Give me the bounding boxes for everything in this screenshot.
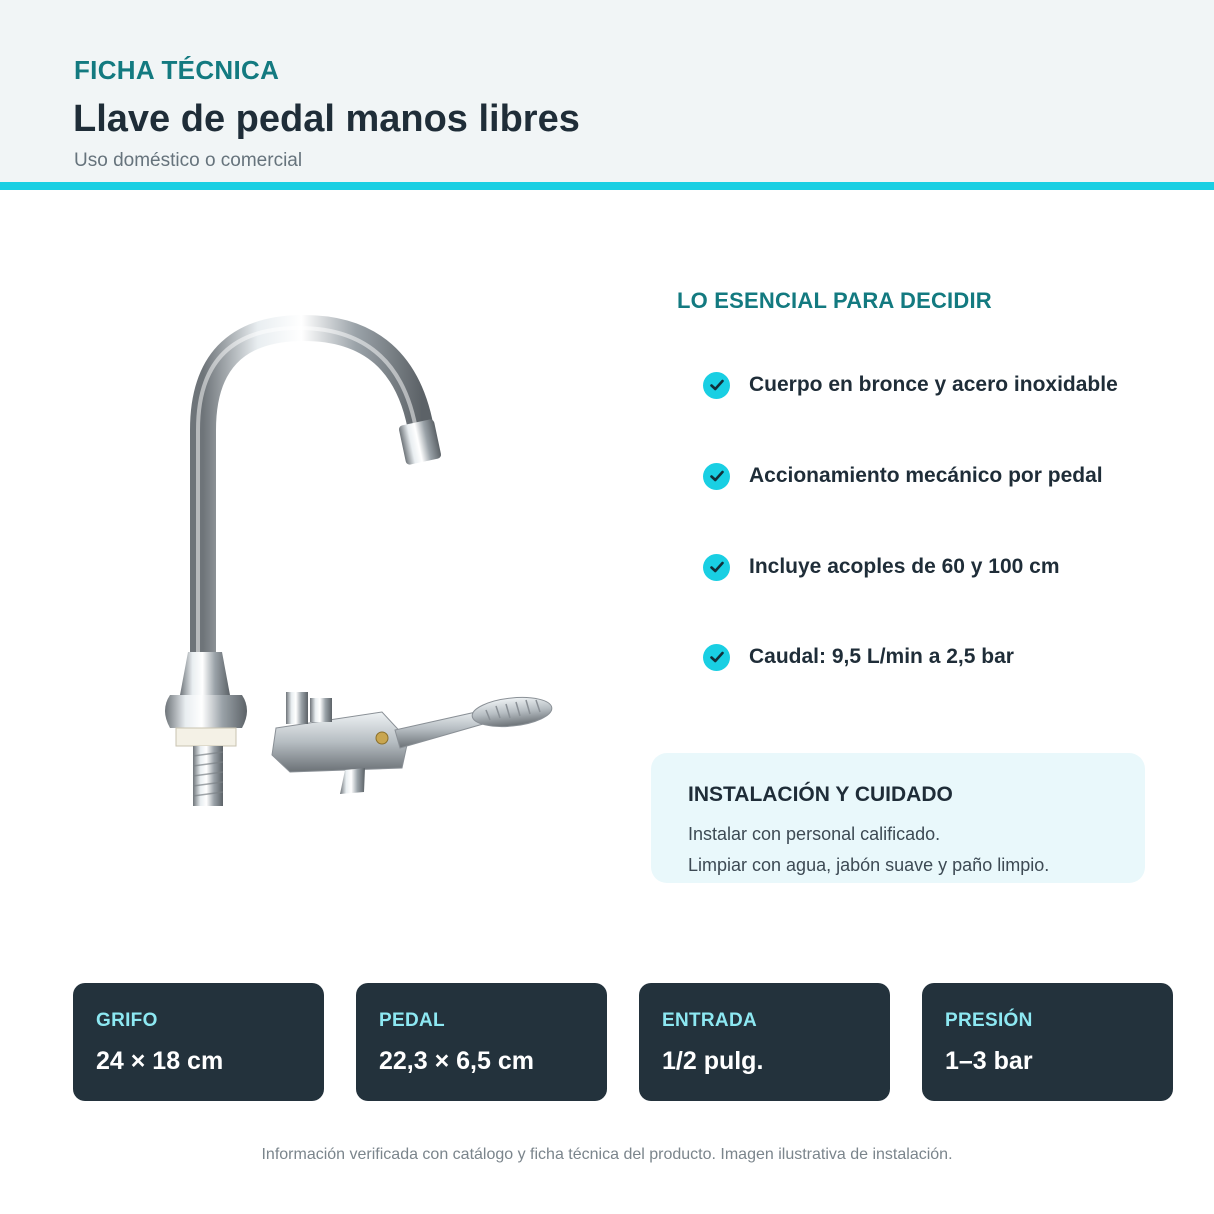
spec-card-entrada — [639, 983, 890, 1101]
spec-label: PEDAL — [379, 1010, 445, 1031]
spec-value: 24 × 18 cm — [96, 1047, 224, 1075]
feature-item — [703, 461, 1103, 491]
spec-card-presion — [922, 983, 1173, 1101]
footnote: Información verificada con catálogo y ficha técnica del producto. Imagen ilustrativa de instalación. — [261, 1146, 953, 1163]
spec-value: 1/2 pulg. — [662, 1047, 764, 1075]
pedal-outlet — [340, 768, 365, 794]
header-accent-bar — [0, 182, 1214, 190]
faucet-spout — [203, 328, 422, 670]
feature-item — [703, 552, 1060, 582]
spec-value: 1–3 bar — [945, 1047, 1033, 1075]
spec-label: ENTRADA — [662, 1010, 757, 1031]
pedal-foot-plate — [471, 694, 553, 730]
check-icon — [703, 644, 730, 671]
faucet-collar — [180, 652, 230, 695]
check-icon — [703, 372, 730, 399]
page-subtitle: Uso doméstico o comercial — [74, 150, 303, 171]
spec-card-grifo — [73, 983, 324, 1101]
check-icon — [703, 463, 730, 490]
spec-label: GRIFO — [96, 1010, 158, 1031]
spec-value: 22,3 × 6,5 cm — [379, 1047, 534, 1075]
essentials-heading: LO ESENCIAL PARA DECIDIR — [677, 288, 992, 313]
care-line: Limpiar con agua, jabón suave y paño limpio. — [688, 855, 1050, 875]
feature-text: Caudal: 9,5 L/min a 2,5 bar — [749, 645, 1014, 668]
feature-text: Accionamiento mecánico por pedal — [749, 464, 1103, 487]
eyebrow: FICHA TÉCNICA — [74, 55, 280, 85]
feature-item — [703, 370, 1118, 400]
product-image — [150, 300, 570, 820]
faucet-base — [165, 695, 247, 728]
care-line: Instalar con personal calificado. — [688, 824, 941, 844]
care-box — [651, 753, 1145, 883]
faucet-washer — [176, 728, 236, 746]
spec-label: PRESIÓN — [945, 1010, 1033, 1031]
page-title: Llave de pedal manos libres — [73, 98, 580, 140]
feature-text: Incluye acoples de 60 y 100 cm — [749, 555, 1060, 578]
feature-item — [703, 642, 1014, 672]
faucet-aerator — [398, 419, 442, 466]
feature-text: Cuerpo en bronce y acero inoxidable — [749, 373, 1118, 396]
header — [0, 0, 1214, 182]
spec-card-pedal — [356, 983, 607, 1101]
care-title: INSTALACIÓN Y CUIDADO — [688, 783, 953, 806]
pedal-pivot — [376, 732, 388, 744]
pedal-inlet — [286, 692, 308, 724]
check-icon — [703, 554, 730, 581]
